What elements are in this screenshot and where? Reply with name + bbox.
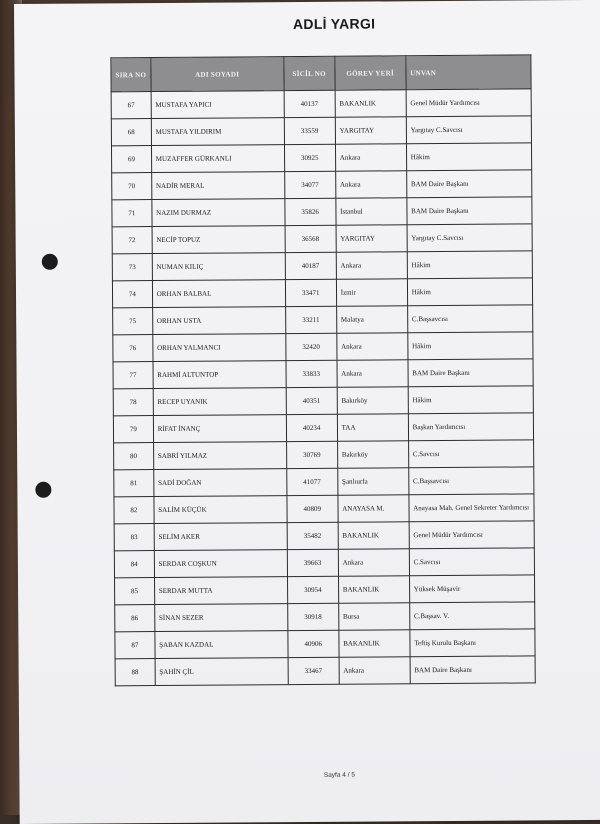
cell-unvan: Yargıtay C.Savcısı bbox=[406, 116, 531, 144]
cell-sicil-no: 36568 bbox=[285, 225, 336, 252]
cell-gorev-yeri: ANAYASA M. bbox=[338, 495, 409, 522]
cell-sira-no: 84 bbox=[114, 551, 154, 578]
cell-sira-no: 81 bbox=[114, 470, 154, 497]
cell-unvan: Teftiş Kurulu Başkanı bbox=[410, 629, 535, 657]
table-row bbox=[115, 602, 535, 632]
cell-sicil-no: 33211 bbox=[285, 306, 336, 333]
cell-gorev-yeri: BAKANLIK bbox=[335, 90, 406, 117]
cell-adi-soyadi: SABRİ YILMAZ bbox=[153, 442, 286, 470]
cell-sira-no: 80 bbox=[114, 443, 154, 470]
cell-sicil-no: 40234 bbox=[286, 414, 337, 441]
table-row bbox=[113, 332, 533, 362]
cell-sira-no: 69 bbox=[111, 146, 151, 173]
header-gorev-yeri: GÖREV YERİ bbox=[335, 56, 406, 90]
page-title: ADLİ YARGI bbox=[292, 15, 376, 33]
table-row bbox=[112, 224, 532, 254]
cell-adi-soyadi: MUSTAFA YILDIRIM bbox=[151, 118, 284, 146]
personnel-table bbox=[110, 54, 535, 686]
cell-gorev-yeri: Bakırköy bbox=[337, 387, 408, 414]
table-body bbox=[111, 89, 535, 686]
cell-gorev-yeri: Bakırköy bbox=[337, 441, 408, 468]
cell-sira-no: 87 bbox=[115, 632, 155, 659]
table-row bbox=[111, 89, 531, 119]
table-row bbox=[115, 629, 535, 659]
cell-sicil-no: 40351 bbox=[286, 387, 337, 414]
cell-unvan: Genel Müdür Yardımcısı bbox=[409, 521, 534, 549]
cell-adi-soyadi: NAZIM DURMAZ bbox=[152, 199, 285, 227]
page-number: Sayfa 4 / 5 bbox=[323, 771, 355, 779]
table-row bbox=[112, 197, 532, 227]
cell-adi-soyadi: SALİM KÜÇÜK bbox=[154, 496, 287, 524]
cell-unvan: BAM Daire Başkanı bbox=[406, 170, 531, 198]
cell-gorev-yeri: YARGITAY bbox=[336, 225, 407, 252]
cell-gorev-yeri: Ankara bbox=[338, 549, 409, 576]
header-adi-soyadi: ADI SOYADI bbox=[151, 57, 284, 92]
cell-gorev-yeri: Ankara bbox=[337, 333, 408, 360]
cell-sira-no: 79 bbox=[113, 416, 153, 443]
cell-gorev-yeri: İstanbul bbox=[336, 198, 407, 225]
cell-sira-no: 88 bbox=[115, 659, 155, 686]
cell-sicil-no: 35826 bbox=[285, 198, 336, 225]
cell-sicil-no: 30954 bbox=[287, 576, 338, 603]
cell-adi-soyadi: ORHAN USTA bbox=[152, 307, 285, 335]
cell-sicil-no: 41077 bbox=[286, 468, 337, 495]
table-row bbox=[111, 143, 531, 173]
cell-unvan: Genel Müdür Yardımcısı bbox=[406, 89, 531, 117]
cell-unvan: C.Savcısı bbox=[409, 548, 534, 576]
cell-unvan: Yargıtay C.Savcısı bbox=[407, 224, 532, 252]
cell-adi-soyadi: SERDAR MUTTA bbox=[154, 577, 287, 605]
cell-gorev-yeri: BAKANLIK bbox=[338, 522, 409, 549]
cell-unvan: Hâkim bbox=[408, 386, 533, 414]
cell-gorev-yeri: Bursa bbox=[338, 603, 409, 630]
cell-unvan: Anayasa Mah. Genel Sekreter Yardımcısı bbox=[409, 494, 534, 522]
cell-adi-soyadi: NUMAN KILIÇ bbox=[152, 253, 285, 281]
cell-sicil-no: 40906 bbox=[288, 630, 339, 657]
cell-gorev-yeri: Malatya bbox=[336, 306, 407, 333]
table-row bbox=[114, 440, 534, 470]
cell-unvan: C.Başsavcısı bbox=[408, 467, 533, 495]
cell-unvan: BAM Daire Başkanı bbox=[407, 197, 532, 225]
cell-sira-no: 83 bbox=[114, 524, 154, 551]
cell-sicil-no: 40809 bbox=[287, 495, 338, 522]
table-row bbox=[113, 305, 533, 335]
cell-adi-soyadi: NECİP TOPUZ bbox=[152, 226, 285, 254]
table-row bbox=[112, 278, 532, 308]
cell-adi-soyadi: MUZAFFER GÜRKANLI bbox=[151, 145, 284, 173]
cell-gorev-yeri: BAKANLIK bbox=[339, 630, 410, 657]
cell-sira-no: 85 bbox=[115, 578, 155, 605]
cell-adi-soyadi: ORHAN BALBAL bbox=[152, 280, 285, 308]
cell-gorev-yeri: BAKANLIK bbox=[338, 576, 409, 603]
cell-sira-no: 67 bbox=[111, 92, 151, 119]
cell-sicil-no: 39663 bbox=[287, 549, 338, 576]
cell-sicil-no: 33833 bbox=[286, 360, 337, 387]
cell-unvan: BAM Daire Başkanı bbox=[408, 359, 533, 387]
header-sicil-no: SİCİL NO bbox=[284, 56, 335, 90]
cell-gorev-yeri: Ankara bbox=[335, 144, 406, 171]
cell-sicil-no: 33467 bbox=[288, 657, 339, 684]
table-row bbox=[112, 170, 532, 200]
cell-sira-no: 75 bbox=[113, 308, 153, 335]
table-row bbox=[114, 467, 534, 497]
cell-sira-no: 68 bbox=[111, 119, 151, 146]
cell-unvan: Başkan Yardımcısı bbox=[408, 413, 533, 441]
cell-sicil-no: 30925 bbox=[284, 144, 335, 171]
cell-adi-soyadi: RAHMİ ALTUNTOP bbox=[153, 361, 286, 389]
cell-sicil-no: 40187 bbox=[285, 252, 336, 279]
cell-gorev-yeri: Ankara bbox=[339, 657, 410, 684]
cell-adi-soyadi: SELİM AKER bbox=[154, 523, 287, 551]
cell-sira-no: 78 bbox=[113, 389, 153, 416]
cell-sicil-no: 33471 bbox=[285, 279, 336, 306]
cell-unvan: Hâkim bbox=[407, 278, 532, 306]
cell-adi-soyadi: SADİ DOĞAN bbox=[153, 469, 286, 497]
cell-sicil-no: 40137 bbox=[284, 90, 335, 117]
cell-sira-no: 72 bbox=[112, 227, 152, 254]
cell-adi-soyadi: SİNAN SEZER bbox=[154, 604, 287, 632]
cell-gorev-yeri: Ankara bbox=[337, 360, 408, 387]
table-row bbox=[114, 521, 534, 551]
cell-unvan: C.Savcısı bbox=[408, 440, 533, 468]
cell-unvan: Yüksek Müşavir bbox=[409, 575, 534, 603]
table-row bbox=[115, 656, 535, 686]
cell-adi-soyadi: RİFAT İNANÇ bbox=[153, 415, 286, 443]
cell-unvan: Hâkim bbox=[408, 332, 533, 360]
cell-gorev-yeri: Ankara bbox=[335, 171, 406, 198]
table-row bbox=[113, 386, 533, 416]
cell-adi-soyadi: ŞAHİN ÇİL bbox=[155, 658, 288, 686]
cell-adi-soyadi: MUSTAFA YAPICI bbox=[151, 91, 284, 119]
cell-gorev-yeri: İzmir bbox=[336, 279, 407, 306]
cell-sicil-no: 34077 bbox=[284, 171, 335, 198]
cell-sira-no: 74 bbox=[112, 281, 152, 308]
cell-unvan: C.Başsavcısı bbox=[407, 305, 532, 333]
header-sira-no: SIRA NO bbox=[111, 58, 151, 92]
cell-unvan: Hâkim bbox=[406, 143, 531, 171]
table-row bbox=[115, 575, 535, 605]
table-row bbox=[114, 494, 534, 524]
table-header-row bbox=[111, 55, 531, 92]
table-row bbox=[113, 359, 533, 389]
cell-adi-soyadi: NADİR MERAL bbox=[151, 172, 284, 200]
cell-sicil-no: 30769 bbox=[286, 441, 337, 468]
cell-sira-no: 77 bbox=[113, 362, 153, 389]
cell-adi-soyadi: RECEP UYANIK bbox=[153, 388, 286, 416]
cell-sicil-no: 35482 bbox=[287, 522, 338, 549]
table-row bbox=[111, 116, 531, 146]
cell-sira-no: 86 bbox=[115, 605, 155, 632]
cell-gorev-yeri: TAA bbox=[337, 414, 408, 441]
cell-adi-soyadi: ŞABAN KAZDAL bbox=[155, 631, 288, 659]
table-row bbox=[112, 251, 532, 281]
document-page bbox=[14, 0, 600, 824]
cell-sira-no: 73 bbox=[112, 254, 152, 281]
cell-unvan: C.Başsav. V. bbox=[409, 602, 534, 630]
punch-hole-lower bbox=[35, 482, 51, 498]
cell-unvan: Hâkim bbox=[407, 251, 532, 279]
cell-adi-soyadi: ORHAN YALMANCI bbox=[153, 334, 286, 362]
cell-gorev-yeri: Ankara bbox=[336, 252, 407, 279]
cell-unvan: BAM Daire Başkanı bbox=[410, 656, 535, 684]
cell-sira-no: 76 bbox=[113, 335, 153, 362]
table-row bbox=[114, 548, 534, 578]
cell-sicil-no: 33559 bbox=[284, 117, 335, 144]
punch-hole-upper bbox=[42, 254, 58, 270]
cell-sira-no: 70 bbox=[112, 173, 152, 200]
cell-adi-soyadi: SERDAR COŞKUN bbox=[154, 550, 287, 578]
table-row bbox=[113, 413, 533, 443]
cell-sicil-no: 32420 bbox=[286, 333, 337, 360]
cell-gorev-yeri: YARGITAY bbox=[335, 117, 406, 144]
header-unvan: UNVAN bbox=[406, 55, 531, 90]
cell-sira-no: 82 bbox=[114, 497, 154, 524]
cell-sira-no: 71 bbox=[112, 200, 152, 227]
cell-sicil-no: 30918 bbox=[287, 603, 338, 630]
cell-gorev-yeri: Şanlıurfa bbox=[337, 468, 408, 495]
